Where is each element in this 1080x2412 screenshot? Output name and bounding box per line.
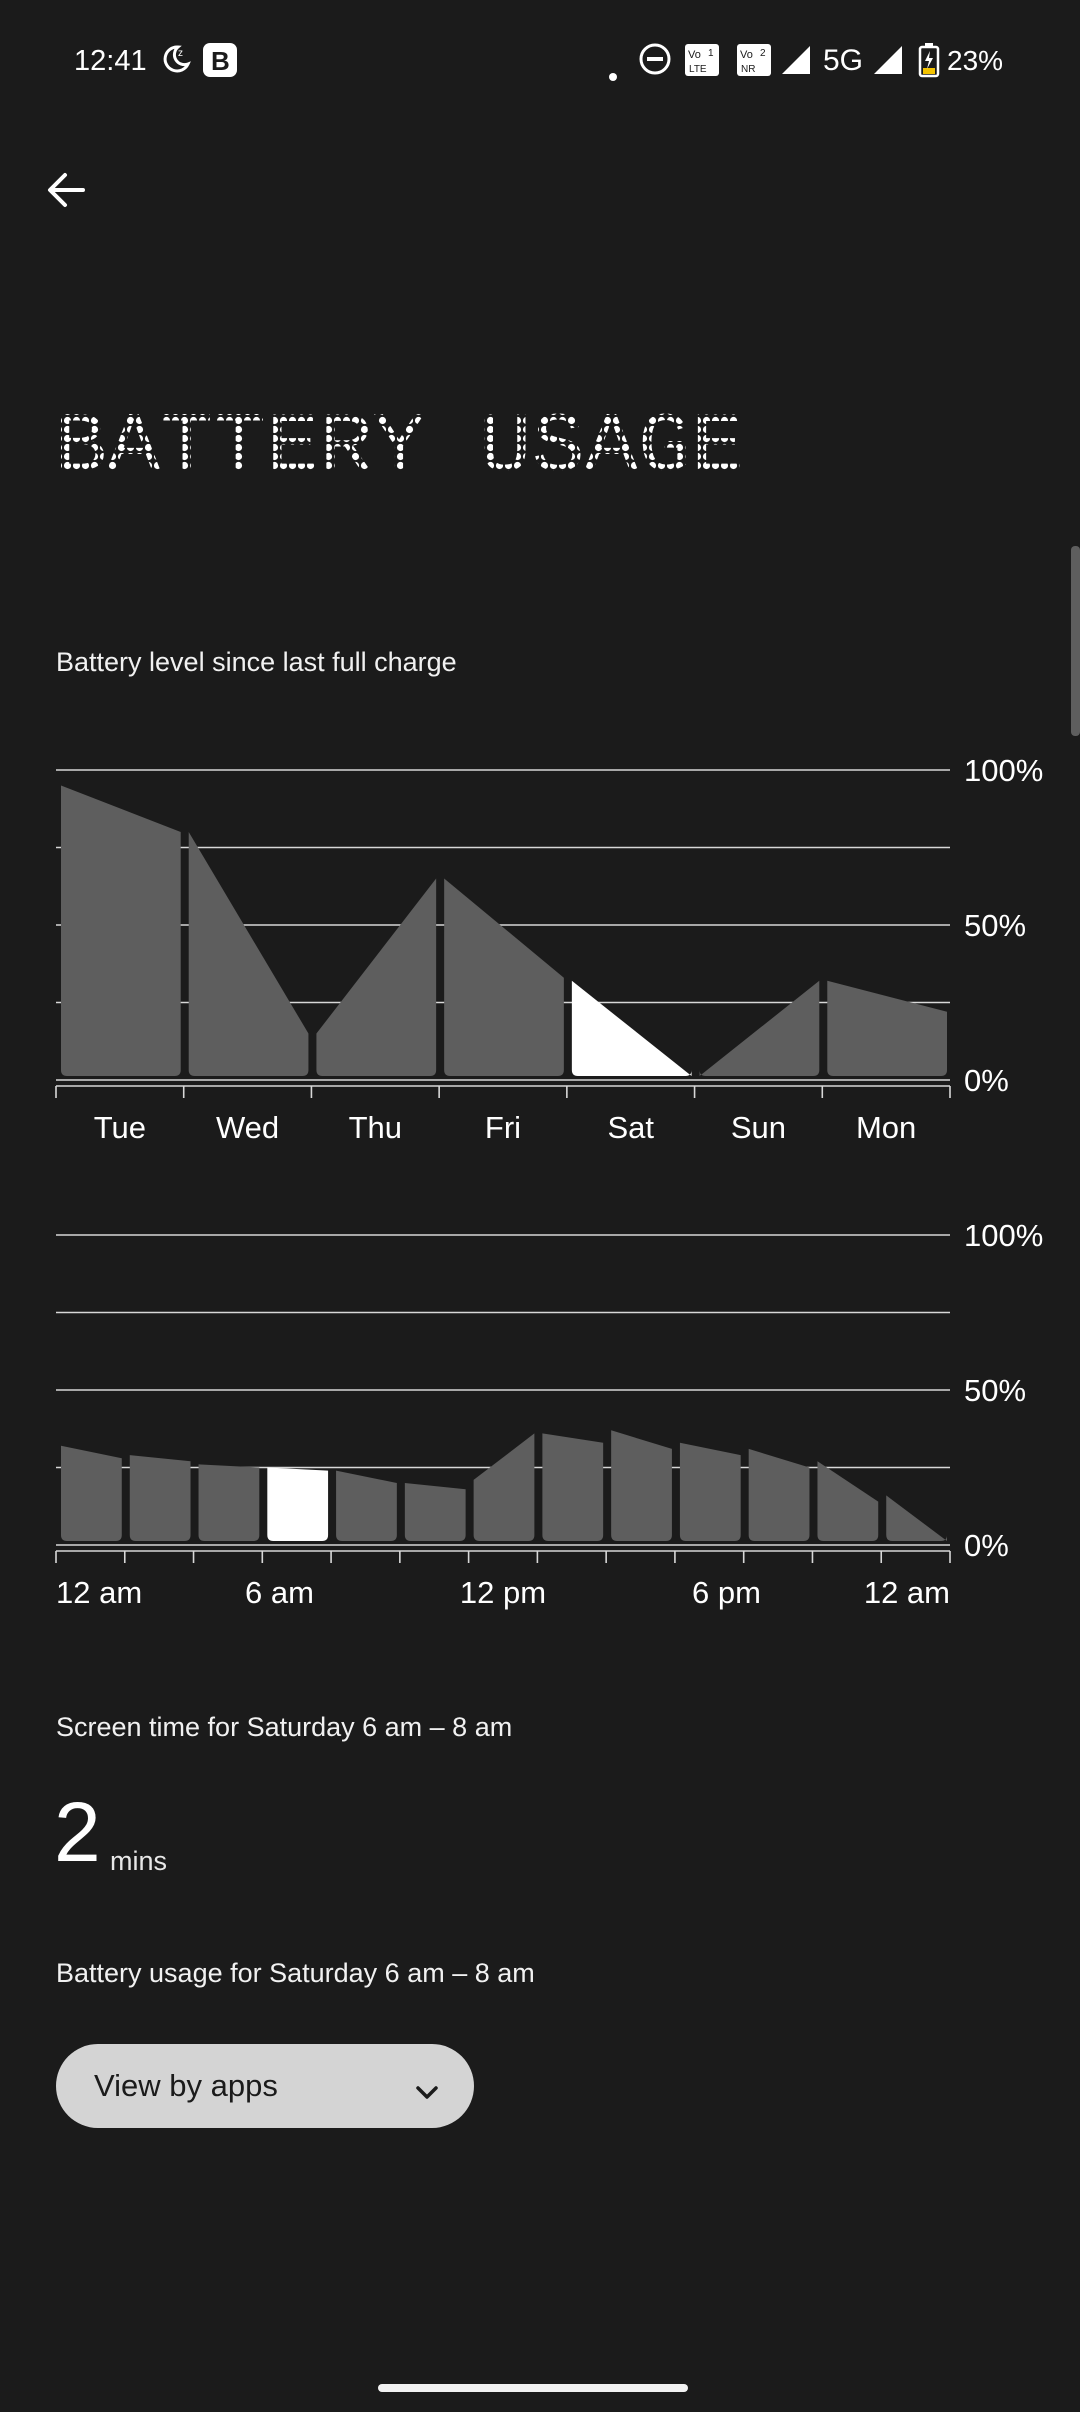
- arrow-left-icon: [45, 169, 87, 211]
- chart-bar[interactable]: [336, 1471, 397, 1541]
- view-by-selected: View by apps: [94, 2068, 278, 2103]
- x-tick-label: 6 pm: [692, 1575, 761, 1610]
- home-indicator[interactable]: [378, 2384, 688, 2392]
- view-by-dropdown[interactable]: [56, 2044, 474, 2128]
- chart-bar[interactable]: [189, 832, 309, 1076]
- svg-text:Vo: Vo: [740, 49, 753, 61]
- y-tick-label: 50%: [964, 908, 1027, 943]
- volte-icon: [684, 42, 720, 86]
- svg-text:NR: NR: [741, 64, 756, 75]
- x-tick-label: Mon: [855, 1110, 917, 1145]
- y-tick-label: 100%: [964, 1218, 1044, 1253]
- weekly-battery-chart[interactable]: [0, 750, 1080, 1150]
- x-tick-label: Sun: [730, 1110, 787, 1145]
- svg-text:LTE: LTE: [689, 64, 707, 75]
- screen-time-unit: mins: [110, 1846, 168, 1876]
- chart-bar[interactable]: [700, 981, 820, 1076]
- status-time: 12:41: [74, 45, 147, 77]
- svg-text:1: 1: [708, 48, 714, 59]
- x-tick-label: Thu: [348, 1110, 402, 1145]
- network-type: 5G: [823, 44, 864, 77]
- battery-percent: 23%: [947, 45, 1004, 76]
- screen-time-value: 2: [54, 1785, 101, 1879]
- chart-bar[interactable]: [542, 1433, 603, 1541]
- svg-text:2: 2: [760, 48, 766, 59]
- selected-bar[interactable]: [572, 981, 692, 1076]
- chart-bar[interactable]: [886, 1495, 947, 1541]
- vonr-icon: [736, 42, 772, 86]
- chart-bar[interactable]: [827, 981, 947, 1076]
- chart-bar[interactable]: [405, 1483, 466, 1541]
- x-tick-label: Tue: [93, 1110, 146, 1145]
- svg-text:Vo: Vo: [688, 49, 701, 61]
- chart-bar[interactable]: [444, 879, 564, 1077]
- dot-icon: [608, 57, 618, 90]
- page-title-text: BATTERY USAGE: [54, 401, 744, 478]
- screen-time-label: Screen time for Saturday 6 am – 8 am: [56, 1712, 513, 1742]
- battery-charging-icon: [918, 42, 940, 86]
- chart-bar[interactable]: [316, 879, 436, 1077]
- x-tick-label: Wed: [215, 1110, 280, 1145]
- x-tick-label: Sat: [607, 1110, 654, 1145]
- chevron-down-icon: [414, 2074, 440, 2110]
- chart-bar[interactable]: [611, 1430, 672, 1541]
- chart-bar[interactable]: [130, 1455, 191, 1541]
- y-tick-label: 100%: [964, 753, 1044, 788]
- page-title: [54, 398, 754, 478]
- x-tick-label: 12 am: [863, 1575, 950, 1610]
- chart-bar[interactable]: [61, 1446, 122, 1541]
- do-not-disturb-icon: [638, 42, 672, 84]
- battery-level-label: Battery level since last full charge: [56, 647, 457, 677]
- hourly-battery-chart[interactable]: [0, 1215, 1080, 1615]
- chart-bar[interactable]: [680, 1443, 741, 1541]
- back-button[interactable]: [36, 160, 96, 220]
- signal-icon: [872, 42, 904, 84]
- battery-usage-label: Battery usage for Saturday 6 am – 8 am: [56, 1958, 535, 1988]
- y-tick-label: 0%: [964, 1063, 1009, 1098]
- y-tick-label: 50%: [964, 1373, 1027, 1408]
- chart-bar[interactable]: [199, 1464, 260, 1541]
- chart-bar[interactable]: [749, 1449, 810, 1541]
- x-tick-label: Fri: [484, 1110, 522, 1145]
- chart-bar[interactable]: [61, 786, 181, 1077]
- y-tick-label: 0%: [964, 1528, 1009, 1563]
- chart-bar[interactable]: [817, 1461, 878, 1541]
- svg-text:z: z: [178, 48, 183, 59]
- signal-icon: [780, 42, 812, 84]
- selected-bar[interactable]: [267, 1468, 328, 1542]
- scrollbar[interactable]: [1071, 546, 1080, 736]
- b-badge-icon: [202, 42, 238, 86]
- svg-text:B: B: [211, 46, 230, 76]
- status-bar: [0, 0, 1080, 126]
- x-tick-label: 12 pm: [459, 1575, 547, 1610]
- chart-bar[interactable]: [474, 1433, 535, 1541]
- x-tick-label: 6 am: [245, 1575, 314, 1610]
- x-tick-label: 12 am: [56, 1575, 143, 1610]
- moon-icon: [158, 42, 192, 84]
